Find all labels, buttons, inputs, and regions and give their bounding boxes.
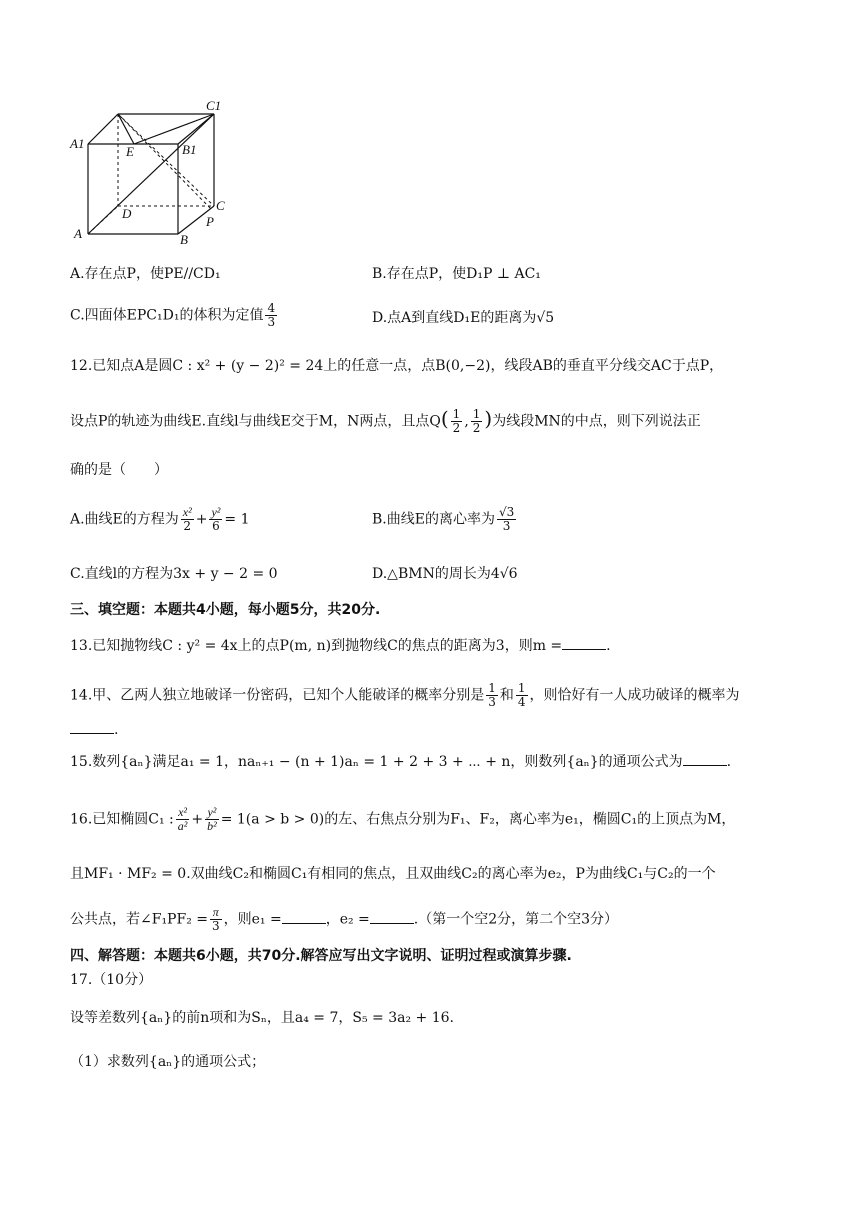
q12-line2: 设点P的轨迹为曲线E.直线l与曲线E交于M，N两点，且点Q( $\frac{1}{2}$ , $\frac{1}{2}$ )为线段MN的中点，则下列说法正	[70, 406, 701, 435]
q12-line2-a: 设点P的轨迹为曲线E.直线l与曲线E交于M，N两点，且点Q	[70, 413, 441, 430]
label-C: C	[216, 198, 225, 213]
label-E: E	[126, 144, 134, 159]
q15-text: 15.数列{aₙ}满足a₁ = 1，naₙ₊₁ − (n + 1)aₙ = 1 + 2 + 3 + ⋯ + n，则数列{aₙ}的通项公式为	[70, 754, 683, 770]
q12-option-a-text: A.曲线E的方程为	[70, 511, 179, 528]
q11-option-d: D.点A到直线D₁E的距离为√5	[372, 310, 555, 326]
label-B1: B1	[182, 142, 197, 157]
label-P: P	[206, 214, 214, 229]
label-A: A	[74, 226, 82, 241]
q13-text: 13.已知抛物线C : y² = 4x上的点P(m, n)到抛物线C的焦点的距离为3，则m =	[70, 638, 563, 654]
q17-part1: （1）求数列{aₙ}的通项公式；	[70, 1054, 266, 1070]
q11-option-c	[70, 302, 279, 329]
label-D: D	[122, 206, 132, 221]
q13: 13.已知抛物线C : y² = 4x上的点P(m, n)到抛物线C的焦点的距离为3，则m = .	[70, 638, 611, 654]
q14-text-post: ，则恰好有一人成功破译的概率为	[529, 687, 740, 704]
q16-line1-post: = 1(a > b > 0)的左、右焦点分别为F₁、F₂，离心率为e₁，椭圆C₁的上顶点为M，	[220, 811, 736, 828]
q11-option-b: B.存在点P，使D₁P ⊥ AC₁	[372, 266, 541, 282]
q12-option-a: A.曲线E的方程为 $\frac{\text{x²}}{2}$ + $\frac{\text{y²}}{6}$ = 1	[70, 505, 250, 533]
q16-line3-pre: 公共点，若∠F₁PF₂ =	[70, 911, 208, 928]
section-4-heading: 四、解答题：本题共6小题，共70分.解答应写出文字说明、证明过程或演算步骤.	[70, 948, 572, 964]
q16-line3: 公共点，若∠F₁PF₂ = $\frac{\pi}{3}$ ，则e₁ = ，e₂ = .（第一个空2分，第二个空3分）	[70, 905, 619, 933]
label-C1: C1	[206, 98, 222, 113]
q12-option-c: C.直线l的方程为3x + y − 2 = 0	[70, 566, 278, 582]
q12-line1: 12.已知点A是圆C : x² + (y − 2)² = 24上的任意一点，点B(0,−2)，线段AB的垂直平分线交AC于点P，	[70, 358, 724, 374]
q12-option-b: B.曲线E的离心率为 $\frac{√3}{3}$	[372, 505, 515, 533]
q16-line1-pre: 16.已知椭圆C₁ :	[70, 811, 174, 828]
q11-option-a: A.存在点P，使PE//CD₁	[70, 266, 221, 282]
q11-option-c-text: C.四面体EPC₁D₁的体积为定值	[70, 307, 264, 324]
q16-line2: 且MF₁ · MF₂ = 0.双曲线C₂和椭圆C₁有相同的焦点，且双曲线C₂的离心率为e₂，P为曲线C₁与C₂的一个	[70, 866, 716, 882]
q14-line1: 14.甲、乙两人独立地破译一份密码，已知个人能破译的概率分别是 $\frac{1}{3}$ 和 $\frac{1}{4}$ ，则恰好有一人成功破译的概率为	[70, 681, 740, 709]
q12-option-d: D.△BMN的周长为4√6	[372, 566, 518, 582]
q14-text-pre: 14.甲、乙两人独立地破译一份密码，已知个人能破译的概率分别是	[70, 687, 485, 704]
q12-option-b-text: B.曲线E的离心率为	[372, 511, 495, 528]
label-B: B	[180, 232, 188, 247]
q17-body: 设等差数列{aₙ}的前n项和为Sₙ，且a₄ = 7，S₅ = 3a₂ + 16.	[70, 1010, 454, 1026]
q14-blank: .	[70, 720, 118, 740]
label-A1: A1	[70, 136, 85, 151]
q16-line1: 16.已知椭圆C₁ : $\frac{\text{x²}}{\text{a²}}$ + $\frac{\text{y²}}{\text{b²}}$ = 1(a > b > 0)的左、右焦点分别为F₁、F₂，离心率为e₁，椭圆C₁的上顶点为M，	[70, 805, 736, 833]
cube-figure	[68, 98, 238, 248]
q12-line3: 确的是（ ）	[70, 462, 168, 478]
q17-heading: 17.（10分）	[70, 972, 153, 988]
q15: 15.数列{aₙ}满足a₁ = 1，naₙ₊₁ − (n + 1)aₙ = 1 + 2 + 3 + ⋯ + n，则数列{aₙ}的通项公式为 .	[70, 754, 732, 770]
fraction: $\frac{4}{3}$	[267, 301, 276, 329]
section-3-heading: 三、填空题：本题共4小题，每小题5分，共20分.	[70, 602, 381, 618]
q12-line2-b: 为线段MN的中点，则下列说法正	[492, 413, 701, 430]
